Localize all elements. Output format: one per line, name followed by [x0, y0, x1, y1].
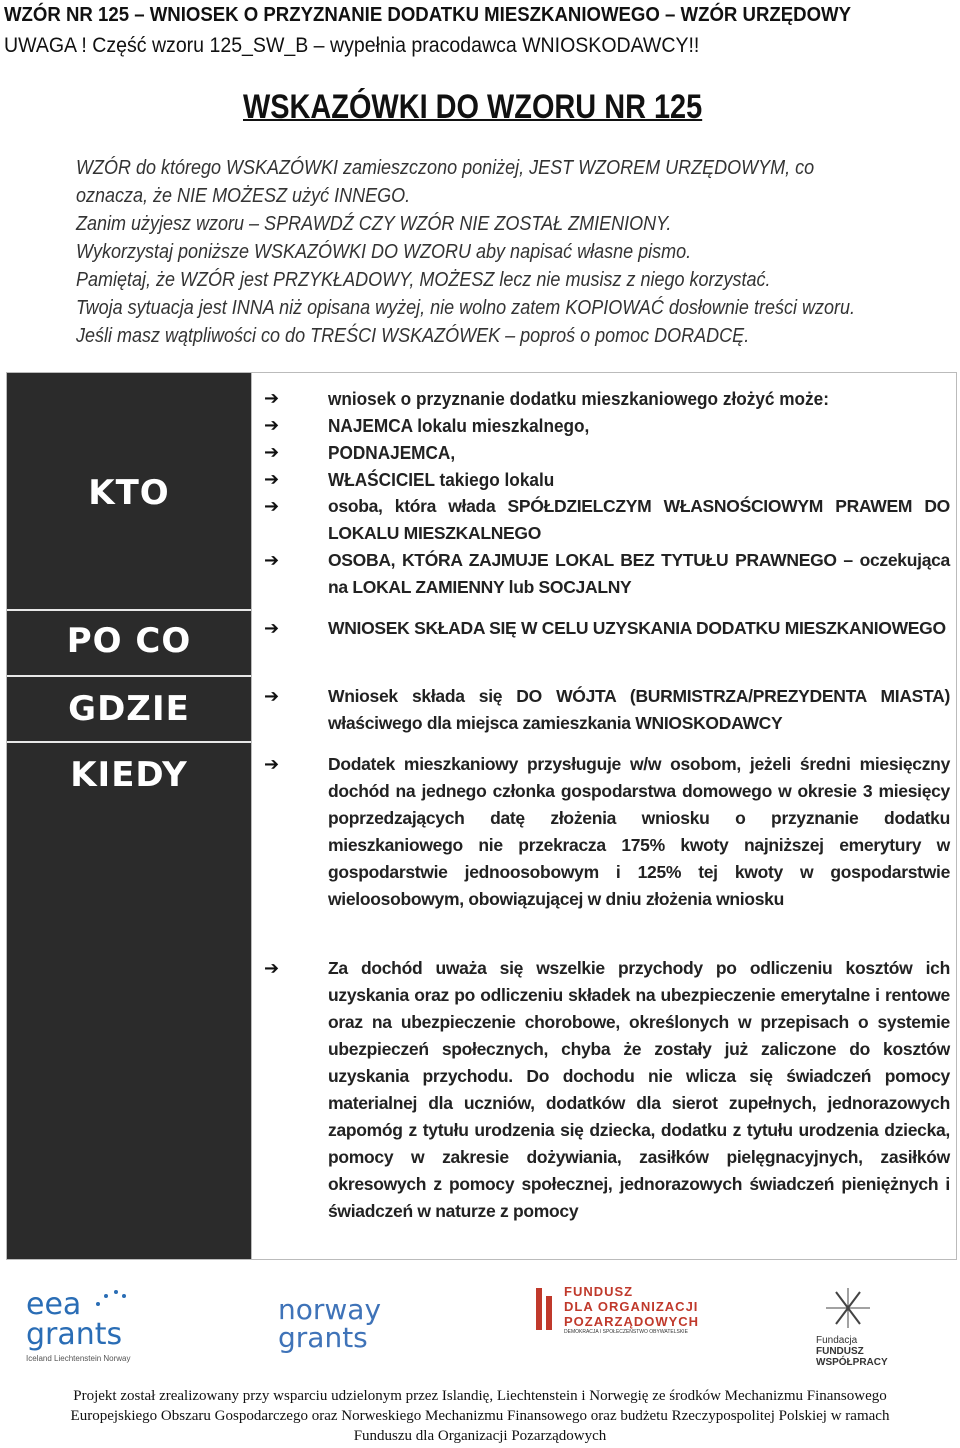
intro-line: Pamiętaj, że WZÓR jest PRZYKŁADOWY, MOŻESZ lecz nie musisz z niego korzystać.: [76, 269, 771, 291]
arrow-icon: ➔: [264, 442, 280, 463]
arrow-icon: ➔: [264, 958, 280, 979]
intro-line: Twoja sytuacja jest INNA niż opisana wyżej, nie wolno zatem KOPIOWAĆ dosłownie treści wzoru.: [76, 297, 855, 319]
list-item-text: Za dochód uważa się wszelkie przychody po odliczeniu kosztów ich uzyskania oraz po odliczeniu składek na ubezpieczenie emerytalne i rentowe oraz na ubezpieczenie chorobowe, określonych w przepisach o systemie ubezpieczeń społecznych, chyba że zostały już zaliczone do kosztów uzyskania przychodu. Do dochodu nie wlicza się świadczeń pomocy materialnej dla uczniów, dodatków dla sierot zupełnych, jednorazowych zapomóg z tytułu urodzenia się dziecka, dodatku z tytułu urodzenia dziecka, pomocy w zakresie dożywiania, zasiłków pielęgnacyjnych, zasiłków okresowych z pomocy społecznej, jednorazowych świadczeń pieniężnych i świadczeń w naturze z pomocy: [328, 958, 950, 1221]
list-item-text: WŁAŚCICIEL takiego lokalu: [328, 469, 555, 490]
list-item-text: OSOBA, KTÓRA ZAJMUJE LOKAL BEZ TYTUŁU PRAWNEGO – oczekująca na LOKAL ZAMIENNY lub SOCJALNY: [328, 550, 950, 597]
arrow-icon: ➔: [264, 496, 280, 517]
arrow-icon: ➔: [264, 469, 280, 490]
eea-grants-logo: eea grants Iceland Liechtenstein Norway: [26, 1290, 131, 1363]
intro-line: Wykorzystaj poniższe WSKAZÓWKI DO WZORU aby napisać własne pismo.: [76, 241, 692, 263]
page-title: WSKAZÓWKI DO WZORU NR 125: [243, 88, 703, 126]
section-label-gdzie: GDZIE: [68, 689, 190, 729]
list-item: [264, 385, 950, 412]
sponsor-logos: [0, 1270, 960, 1380]
arrow-icon: ➔: [264, 550, 280, 571]
intro-line: oznacza, że NIE MOŻESZ użyć INNEGO.: [76, 185, 411, 207]
list-item: [264, 547, 950, 601]
footer-note: Projekt został zrealizowany przy wsparciu udzielonym przez Islandię, Liechtenstein i Norwegię ze środków Mechanizmu Finansowego Europejskiego Obszaru Gospodarczego oraz Norweskiego Mechanizmu Finansowego oraz budżetu Rzeczypospolitej Polskiej w ramach Funduszu dla Organizacji Pozarządowych: [70, 1388, 890, 1444]
list-item: [264, 955, 950, 1225]
list-item: [264, 493, 950, 547]
list-item-text: Dodatek mieszkaniowy przysługuje w/w osobom, jeżeli średni miesięczny dochód na jednego członka gospodarstwa domowego w okresie 3 miesięcy poprzedzających datę złożenia wniosku o przyznanie dodatku mieszkaniowego nie przekracza 175% kwoty najniższej emerytury w gospodarstwie jednoosobowym i 125% tej kwoty w gospodarstwie wieloosobowym, obowiązującej w dniu złożenia wniosku: [328, 754, 950, 909]
list-item-text: Wniosek składa się DO WÓJTA (BURMISTRZA/PREZYDENTA MIASTA) właściwego dla miejsca zamieszkania WNIOSKODAWCY: [328, 686, 950, 733]
fundusz-mark-icon: [534, 1286, 556, 1332]
arrow-icon: ➔: [264, 618, 280, 639]
arrow-icon: ➔: [264, 415, 280, 436]
fws-cross-icon: [816, 1284, 876, 1330]
list-item-text: WNIOSEK SKŁADA SIĘ W CELU UZYSKANIA DODATKU MIESZKANIOWEGO: [328, 618, 946, 638]
section-label-kiedy: KIEDY: [70, 755, 188, 795]
list-item-text: PODNAJEMCA,: [328, 442, 456, 463]
document-header-note: UWAGA ! Część wzoru 125_SW_B – wypełnia pracodawca WNIOSKODAWCY!!: [4, 34, 700, 57]
fundusz-wspolpracy-logo: Fundacja FUNDUSZ WSPÓŁPRACY: [816, 1284, 936, 1368]
arrow-icon: ➔: [264, 388, 280, 409]
list-item: [264, 751, 950, 913]
section-label-column: [6, 372, 252, 1260]
list-item: [264, 683, 950, 737]
section-divider: [7, 741, 251, 745]
list-item: [264, 412, 950, 439]
intro-line: WZÓR do którego WSKAZÓWKI zamieszczono poniżej, JEST WZOREM URZĘDOWYM, co: [76, 157, 815, 179]
list-item-text: NAJEMCA lokalu mieszkalnego,: [328, 415, 590, 436]
fundusz-ngo-logo: FUNDUSZ DLA ORGANIZACJI POZARZĄDOWYCH DEMOKRACJA I SPOŁECZEŃSTWO OBYWATELSKIE: [534, 1284, 699, 1335]
eea-stars-icon: [90, 1284, 130, 1314]
section-label-kto: KTO: [88, 473, 170, 513]
arrow-icon: ➔: [264, 686, 280, 707]
list-item-text: wniosek o przyznanie dodatku mieszkaniowego złożyć może:: [328, 388, 829, 409]
intro-block: [76, 154, 960, 350]
intro-line: Zanim użyjesz wzoru – SPRAWDŹ CZY WZÓR NIE ZOSTAŁ ZMIENIONY.: [76, 213, 672, 235]
norway-grants-logo: norway grants: [278, 1293, 382, 1354]
intro-line: Jeśli masz wątpliwości co do TREŚCI WSKAZÓWEK – poproś o pomoc DORADCĘ.: [76, 325, 750, 347]
list-item: [264, 439, 950, 466]
arrow-icon: ➔: [264, 754, 280, 775]
section-label-poco: PO CO: [66, 621, 192, 661]
list-item: [264, 466, 950, 493]
document-header-title: WZÓR NR 125 – WNIOSEK O PRZYZNANIE DODATKU MIESZKANIOWEGO – WZÓR URZĘDOWY: [4, 4, 852, 26]
list-item: [264, 615, 950, 642]
list-item-text: osoba, która włada SPÓŁDZIELCZYM WŁASNOŚCIOWYM PRAWEM DO LOKALU MIESZKALNEGO: [328, 496, 950, 543]
